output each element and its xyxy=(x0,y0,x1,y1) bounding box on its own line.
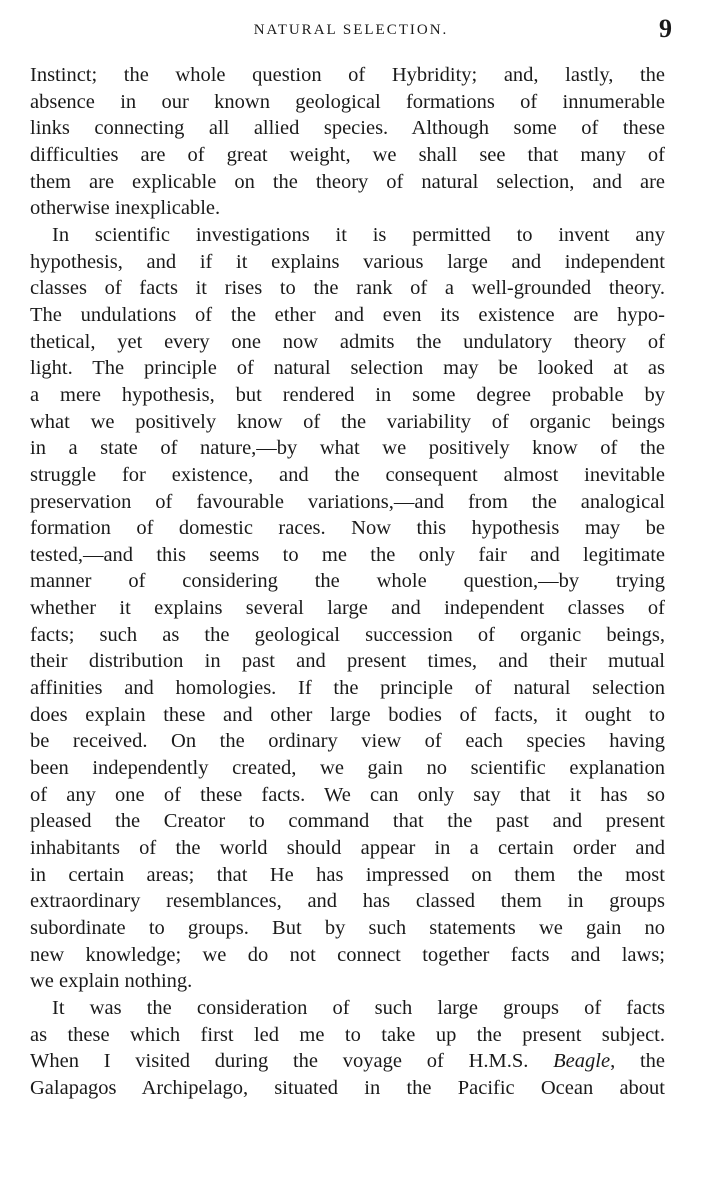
text-line: otherwise inexplicable. xyxy=(30,197,221,220)
text-line: of any one of these facts. We can only say that it has so xyxy=(30,783,665,806)
text-line: inhabitants of the world should appear in a certain order and xyxy=(30,837,665,860)
text-line: pleased the Creator to command that the past and present xyxy=(30,810,665,833)
text-line: In scientific investigations it is permitted to invent any xyxy=(52,223,665,246)
text-line: them are explicable on the theory of natural selection, and are xyxy=(30,170,665,193)
text-line: It was the consideration of such large groups of facts xyxy=(52,996,665,1019)
text-line: a mere hypothesis, but rendered in some degree probable by xyxy=(30,383,665,406)
text-line: tested,—and this seems to me the only fair and legitimate xyxy=(30,543,665,566)
text-line: affinities and homologies. If the principle of natural selection xyxy=(30,677,665,700)
text-line: struggle for existence, and the consequent almost inevitable xyxy=(30,463,665,486)
text-line: in a state of nature,—by what we positively know of the xyxy=(30,437,665,460)
text-line: been independently created, we gain no scientific explanation xyxy=(30,757,665,780)
text-line: extraordinary resemblances, and has classed them in groups xyxy=(30,890,665,913)
text-line: new knowledge; we do not connect together facts and laws; xyxy=(30,943,665,966)
text-line: difficulties are of great weight, we shall see that many of xyxy=(30,143,665,166)
text-line: thetical, yet every one now admits the undulatory theory of xyxy=(30,330,665,353)
page-number: 9 xyxy=(659,14,672,43)
text-segment: When I visited during the voyage of H.M.S. xyxy=(30,1050,554,1073)
text-line: in certain areas; that He has impressed on them the most xyxy=(30,863,665,886)
text-line: manner of considering the whole question,—by trying xyxy=(30,570,665,593)
body-text xyxy=(30,62,665,1102)
text-line: what we positively know of the variability of organic beings xyxy=(30,410,665,433)
running-head xyxy=(30,14,672,48)
text-line: Galapagos Archipelago, situated in the Pacific Ocean about xyxy=(30,1076,665,1099)
text-line: absence in our known geological formations of innumerable xyxy=(30,90,665,113)
text-line: their distribution in past and present times, and their mutual xyxy=(30,650,665,673)
text-line: Instinct; the whole question of Hybridity; and, lastly, the xyxy=(30,64,665,86)
italic-ship-name: Beagle xyxy=(553,1050,611,1073)
text-line: does explain these and other large bodies of facts, it ought to xyxy=(30,703,665,726)
text-line: hypothesis, and if it explains various large and independent xyxy=(30,250,665,273)
text-line: facts; such as the geological succession of organic beings, xyxy=(30,623,665,646)
text-line: preservation of favourable variations,—and from the analogical xyxy=(30,490,665,513)
text-line xyxy=(30,1048,665,1075)
text-line: as these which first led me to take up the present subject. xyxy=(30,1023,665,1046)
text-segment: , the xyxy=(610,1050,666,1073)
text-line: formation of domestic races. Now this hypothesis may be xyxy=(30,517,665,540)
text-line: light. The principle of natural selection may be looked at as xyxy=(30,357,665,380)
text-line: we explain nothing. xyxy=(30,970,193,993)
text-line: subordinate to groups. But by such statements we gain no xyxy=(30,917,665,939)
text-line: whether it explains several large and independent classes of xyxy=(30,597,665,620)
text-line: links connecting all allied species. Although some of these xyxy=(30,117,665,140)
text-line: classes of facts it rises to the rank of a well-grounded theory. xyxy=(30,277,665,300)
text-line: The undulations of the ether and even its existence are hypo- xyxy=(30,303,665,326)
running-title: NATURAL SELECTION. xyxy=(253,22,449,38)
text-line: be received. On the ordinary view of each species having xyxy=(30,730,665,753)
